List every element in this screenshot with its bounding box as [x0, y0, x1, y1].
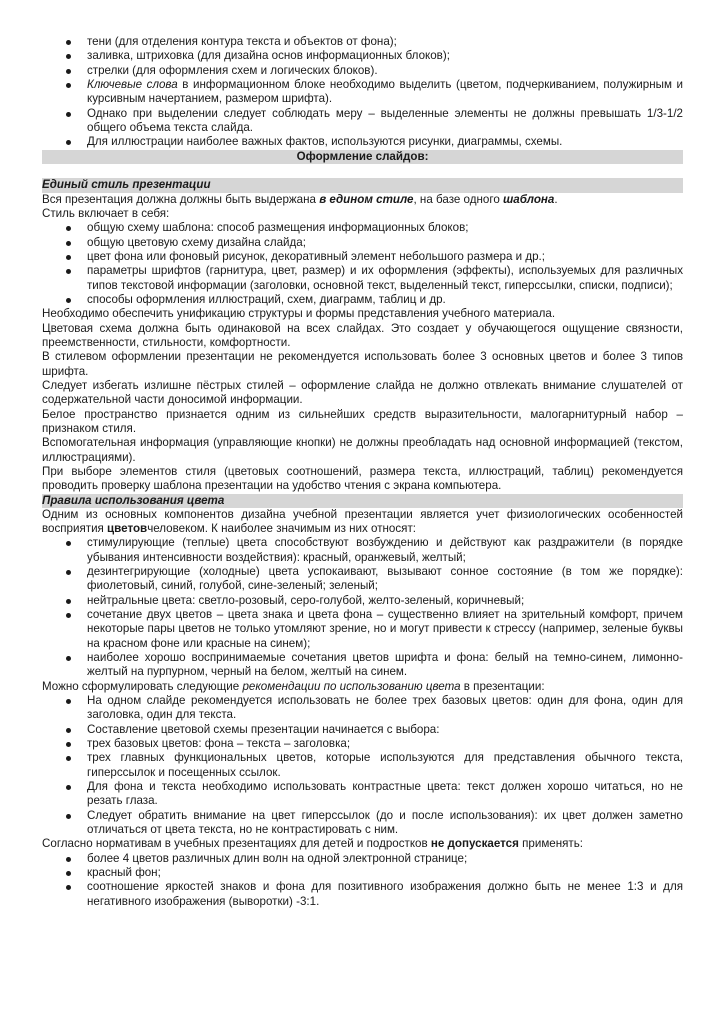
list-item: сочетание двух цветов – цвета знака и цвета фона – существенно влияет на зрительный комфорт, причем некоторые пары цветов не только утомляют зрение, но и могут привести к стрессу (например, зеленые буквы на красном фоне или красные на синем);	[42, 608, 683, 651]
bold-text: не допускается	[430, 837, 519, 851]
paragraph	[42, 837, 683, 851]
list-item: стимулирующие (теплые) цвета способствуют возбуждению и действуют как раздражители (в порядке убывания интенсивности воздействия): красный, оранжевый, желтый;	[42, 536, 683, 565]
paragraph: Стиль включает в себя:	[42, 206, 170, 220]
color-list	[42, 536, 683, 679]
text: Согласно нормативам в учебных презентациях для детей и подростков	[42, 837, 431, 851]
section-heading-style: Единый стиль презентации	[42, 178, 683, 192]
main-heading: Оформление слайдов:	[42, 150, 683, 164]
list-item: общую схему шаблона: способ размещения информационных блоков;	[42, 221, 683, 235]
list-item: стрелки (для оформления схем и логических блоков).	[42, 64, 683, 78]
text: Вся презентация должна должны быть выдержана	[42, 192, 320, 206]
list-item: тени (для отделения контура текста и объектов от фона);	[42, 35, 683, 49]
list-item: общую цветовую схему дизайна слайда;	[42, 236, 683, 250]
paragraph: Белое пространство признается одним из сильнейших средств выразительности, малогарнитурный набор – признаком стиля.	[42, 407, 683, 435]
keywords-text: в информационном блоке необходимо выделить (цветом, подчеркиванием, полужирным и курсивным начертанием, размером шрифта).	[87, 77, 684, 106]
list-item: наиболее хорошо воспринимаемые сочетания цветов шрифта и фона: белый на темно-синем, лимонно-желтый на пурпурном, черный на белом, желтый на синем.	[42, 651, 683, 680]
text: Одним из основных компонентов дизайна учебной презентации является учет физиологических особенностей восприятия	[42, 507, 683, 536]
list-item: трех главных функциональных цветов, которые используются для представления обычного текста, гиперссылок и посещенных ссылок.	[42, 751, 683, 780]
list-item: дезинтегрирующие (холодные) цвета успокаивают, вызывают сонное состояние (в том же порядке): фиолетовый, синий, голубой, сине-зеленый; зеленый;	[42, 565, 683, 594]
list-item: соотношение яркостей знаков и фона для позитивного изображения должно быть не менее 1:3 и для негативного изображения (выворотки) -3:1.	[42, 880, 683, 909]
paragraph	[42, 508, 683, 537]
list-item: красный фон;	[42, 866, 683, 880]
text: человеком. К наиболее значимым из них относят:	[147, 522, 416, 536]
paragraph: В стилевом оформлении презентации не рекомендуется использовать более 3 основных цветов и более 3 типов шрифта.	[42, 350, 683, 378]
list-item: более 4 цветов различных длин волн на одной электронной странице;	[42, 852, 683, 866]
spacer	[42, 164, 683, 178]
bold-italic-text: шаблона	[503, 192, 555, 206]
bold-italic-text: в едином стиле	[319, 192, 414, 206]
document-page	[42, 35, 683, 909]
list-item: нейтральные цвета: светло-розовый, серо-голубой, желто-зеленый, коричневый;	[42, 594, 683, 608]
list-item: Следует обратить внимание на цвет гиперссылок (до и после использования): их цвет должен заметно отличаться от цвета текста, но не контрастировать с ним.	[42, 809, 683, 838]
text: в презентации:	[460, 679, 545, 693]
list-item: Составление цветовой схемы презентации начинается с выбора:	[42, 723, 683, 737]
norm-list	[42, 852, 683, 909]
keywords-emphasis: Ключевые слова	[87, 77, 178, 91]
style-list	[42, 221, 683, 307]
text: , на базе одного	[413, 192, 503, 206]
list-item: параметры шрифтов (гарнитура, цвет, размер) и их оформления (эффекты), используемых для различных типов текстовой информации (заголовки, основной текст, выделенный текст, гиперссылки, списки, подписи);	[42, 264, 683, 293]
paragraph	[42, 680, 683, 694]
text: применять:	[518, 837, 583, 851]
paragraph: Цветовая схема должна быть одинаковой на всех слайдах. Это создает у обучающегося ощущение связности, преемственности, стильности, комфортности.	[42, 321, 683, 349]
list-item: На одном слайде рекомендуется использовать не более трех базовых цветов: один для фона, один для заголовка, один для текста.	[42, 694, 683, 723]
list-item: трех базовых цветов: фона – текста – заголовка;	[42, 737, 683, 751]
section-heading-color: Правила использования цвета	[42, 494, 683, 508]
text: Можно сформулировать следующие	[42, 679, 243, 693]
list-item: Для фона и текста необходимо использовать контрастные цвета: текст должен хорошо читаться, но не резать глаза.	[42, 780, 683, 809]
italic-text: рекомендации по использованию цвета	[242, 679, 461, 693]
paragraph: Вспомогательная информация (управляющие кнопки) не должны преобладать над основной информацией (текстом, иллюстрациями).	[42, 436, 683, 464]
text: .	[554, 192, 558, 206]
list-item: Для иллюстрации наиболее важных фактов, используются рисунки, диаграммы, схемы.	[42, 135, 683, 149]
paragraph	[42, 193, 683, 207]
list-item: цвет фона или фоновый рисунок, декоративный элемент небольшого размера и др.;	[42, 250, 683, 264]
bold-text: цветов	[107, 522, 148, 536]
paragraph: Следует избегать излишне пёстрых стилей – оформление слайда не должно отвлекать внимание слушателей от содержательной части доносимой информации.	[42, 378, 683, 407]
list-item: способы оформления иллюстраций, схем, диаграмм, таблиц и др.	[42, 293, 683, 307]
list-item: заливка, штриховка (для дизайна основ информационных блоков);	[42, 49, 683, 63]
intro-list	[42, 35, 683, 150]
list-item: Однако при выделении следует соблюдать меру – выделенные элементы не должны превышать 1/3-1/2 общего объема текста слайда.	[42, 107, 683, 136]
paragraph: Необходимо обеспечить унификацию структуры и формы представления учебного материала.	[42, 307, 556, 321]
list-item	[42, 78, 683, 107]
paragraph: При выборе элементов стиля (цветовых соотношений, размера текста, иллюстраций, таблиц) рекомендуется проводить проверку шаблона презентации на удобство чтения с экрана компьютера.	[42, 464, 683, 493]
recommendation-list	[42, 694, 683, 837]
